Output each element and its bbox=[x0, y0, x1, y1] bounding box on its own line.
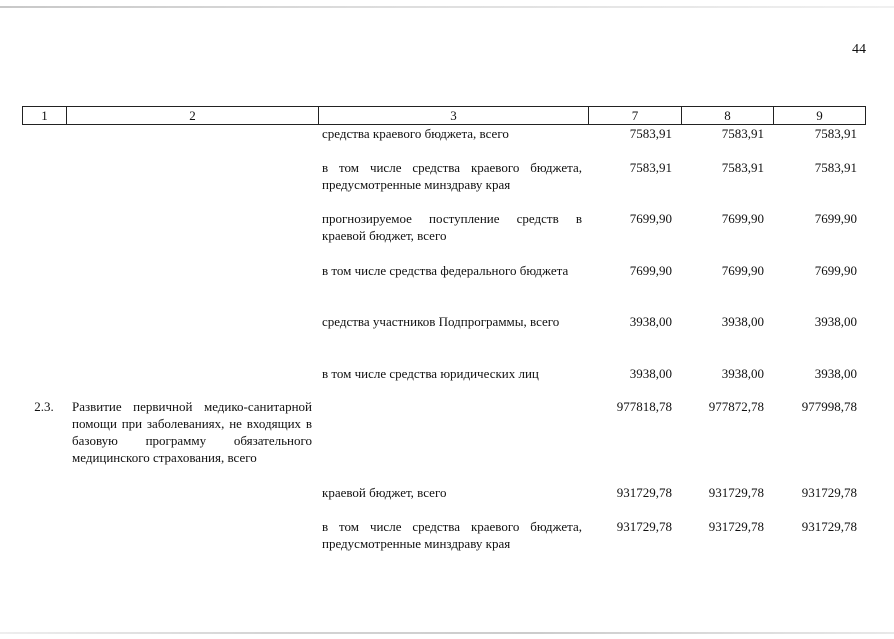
scan-top-edge bbox=[0, 6, 894, 8]
row-value-col-7: 3938,00 bbox=[629, 366, 672, 381]
row-value-col-9: 977998,78 bbox=[801, 399, 857, 414]
row-value-col-8: 931729,78 bbox=[708, 519, 764, 534]
row-value-col-8: 7583,91 bbox=[721, 126, 764, 141]
row-value-col-7: 931729,78 bbox=[616, 519, 672, 534]
row-funding-source: в том числе средства краевого бюджета, предусмотренные минздраву края bbox=[322, 160, 582, 192]
row-value-col-8: 7699,90 bbox=[721, 211, 764, 226]
row-value-col-7: 931729,78 bbox=[616, 485, 672, 500]
header-col-8: 8 bbox=[682, 107, 774, 124]
row-value-col-7: 7583,91 bbox=[629, 126, 672, 141]
row-value-col-8: 931729,78 bbox=[708, 485, 764, 500]
row-funding-source: в том числе средства федерального бюджета bbox=[322, 263, 569, 278]
row-value-col-9: 7699,90 bbox=[814, 211, 857, 226]
row-value-col-7: 977818,78 bbox=[616, 399, 672, 414]
row-value-col-9: 7583,91 bbox=[814, 126, 857, 141]
row-funding-source: в том числе средства краевого бюджета, предусмотренные минздраву края bbox=[322, 519, 582, 551]
row-value-col-8: 3938,00 bbox=[721, 314, 764, 329]
scan-bottom-edge bbox=[0, 632, 894, 634]
row-funding-source: средства участников Подпрограммы, всего bbox=[322, 314, 560, 329]
row-value-col-8: 3938,00 bbox=[721, 366, 764, 381]
header-col-7: 7 bbox=[589, 107, 682, 124]
row-value-col-7: 7699,90 bbox=[629, 211, 672, 226]
row-value-col-8: 7583,91 bbox=[721, 160, 764, 175]
row-funding-source: в том числе средства юридических лиц bbox=[322, 366, 539, 381]
row-value-col-8: 977872,78 bbox=[708, 399, 764, 414]
header-col-9: 9 bbox=[816, 108, 823, 123]
row-value-col-9: 3938,00 bbox=[814, 314, 857, 329]
row-value-col-9: 3938,00 bbox=[814, 366, 857, 381]
row-number: 2.3. bbox=[34, 399, 54, 414]
row-value-col-7: 3938,00 bbox=[629, 314, 672, 329]
row-value-col-9: 7699,90 bbox=[814, 263, 857, 278]
row-value-col-7: 7699,90 bbox=[629, 263, 672, 278]
row-name: Развитие первичной медико-санитарной помощи при заболеваниях, не входящих в базовую программу обязательного медицинского страхования, всего bbox=[72, 399, 312, 465]
row-funding-source: средства краевого бюджета, всего bbox=[322, 126, 509, 141]
row-value-col-9: 931729,78 bbox=[801, 519, 857, 534]
table-header-row bbox=[22, 106, 866, 125]
row-funding-source: прогнозируемое поступление средств в краевой бюджет, всего bbox=[322, 211, 582, 243]
row-value-col-9: 931729,78 bbox=[801, 485, 857, 500]
row-value-col-7: 7583,91 bbox=[629, 160, 672, 175]
header-col-1: 1 bbox=[23, 107, 67, 124]
header-col-3: 3 bbox=[319, 107, 589, 124]
row-value-col-8: 7699,90 bbox=[721, 263, 764, 278]
row-funding-source: краевой бюджет, всего bbox=[322, 485, 447, 500]
row-value-col-9: 7583,91 bbox=[814, 160, 857, 175]
header-col-2: 2 bbox=[67, 107, 319, 124]
page-number: 44 bbox=[852, 42, 866, 57]
